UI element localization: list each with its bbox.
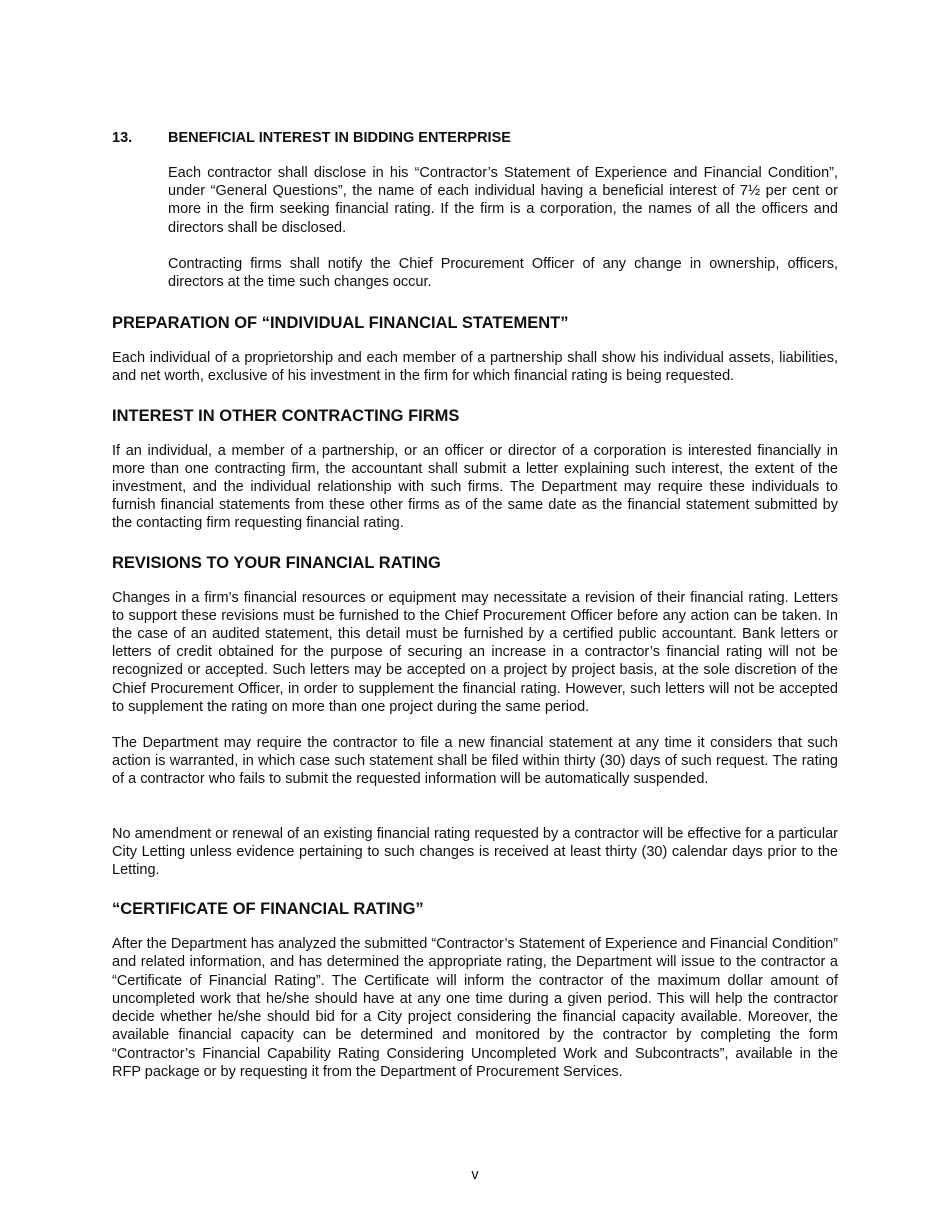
section-title: BENEFICIAL INTEREST IN BIDDING ENTERPRISE [168,130,511,146]
document-page [112,130,838,1081]
certificate-heading: “CERTIFICATE OF FINANCIAL RATING” [112,900,424,919]
preparation-heading: PREPARATION OF “INDIVIDUAL FINANCIAL STATEMENT” [112,314,569,333]
preparation-paragraph: Each individual of a proprietorship and each member of a partnership shall show his individual assets, liabilities, and net worth, exclusive of his investment in the firm for which financial rating is being requested. [112,350,838,385]
interest-paragraph: If an individual, a member of a partnership, or an officer or director of a corporation is interested financially in more than one contracting firm, the accountant shall submit a letter explaining such interest, the extent of the investment, and the individual relationship with such firms. The Department may require these individuals to furnish financial statements from these other firms as of the same date as the financial statement submitted by the contacting firm requesting financial rating. [112,442,838,532]
section-13-paragraph-2: Contracting firms shall notify the Chief Procurement Officer of any change in ownership, officers, directors at the time such changes occur. [168,255,838,291]
section-number: 13. [112,130,133,146]
revisions-paragraph-1: Changes in a firm’s financial resources or equipment may necessitate a revision of their financial rating. Letters to support these revisions must be furnished to the Chief Procurement Officer before any action can be taken. In the case of an audited statement, this detail must be furnished by a certified public accountant. Bank letters or letters of credit obtained for the purpose of securing an increase in a contractor’s financial rating will not be recognized or accepted. Such letters may be accepted on a project by project basis, at the sole discretion of the Chief Procurement Officer, in order to supplement the financial rating. However, such letters will not be accepted to supplement the rating on more than one project during the same period. [112,589,838,715]
revisions-paragraph-2: The Department may require the contractor to file a new financial statement at any time it considers that such action is warranted, in which case such statement shall be filed within thirty (30) days of such request. The rating of a contractor who fails to submit the requested information will be automatically suspended. [112,735,838,788]
revisions-paragraph-3: No amendment or renewal of an existing financial rating requested by a contractor will be effective for a particular City Letting unless evidence pertaining to such changes is received at least thirty (30) calendar days prior to the Letting. [112,825,838,879]
revisions-heading: REVISIONS TO YOUR FINANCIAL RATING [112,553,441,572]
interest-heading: INTEREST IN OTHER CONTRACTING FIRMS [112,406,460,425]
certificate-paragraph: After the Department has analyzed the submitted “Contractor’s Statement of Experience and Financial Condition” and related information, and has determined the appropriate rating, the Department will issue to the contractor a “Certificate of Financial Rating”. The Certificate will inform the contractor of the maximum dollar amount of uncompleted work that he/she should have at any one time during a given period. This will help the contractor decide whether he/she should bid for a City project considering the financial capacity available. Moreover, the available financial capacity can be determined and monitored by the contractor by completing the form “Contractor’s Financial Capability Rating Considering Uncompleted Work and Subcontracts”, available in the RFP package or by requesting it from the Department of Procurement Services. [112,936,838,1080]
section-13-paragraph-1: Each contractor shall disclose in his “Contractor’s Statement of Experience and Financial Condition”, under “General Questions”, the name of each individual having a beneficial interest of 7½ per cent or more in the firm seeking financial rating. If the firm is a corporation, the names of all the officers and directors shall be disclosed. [168,165,838,236]
page-number: v [471,1167,479,1183]
section-13-heading [112,130,838,146]
